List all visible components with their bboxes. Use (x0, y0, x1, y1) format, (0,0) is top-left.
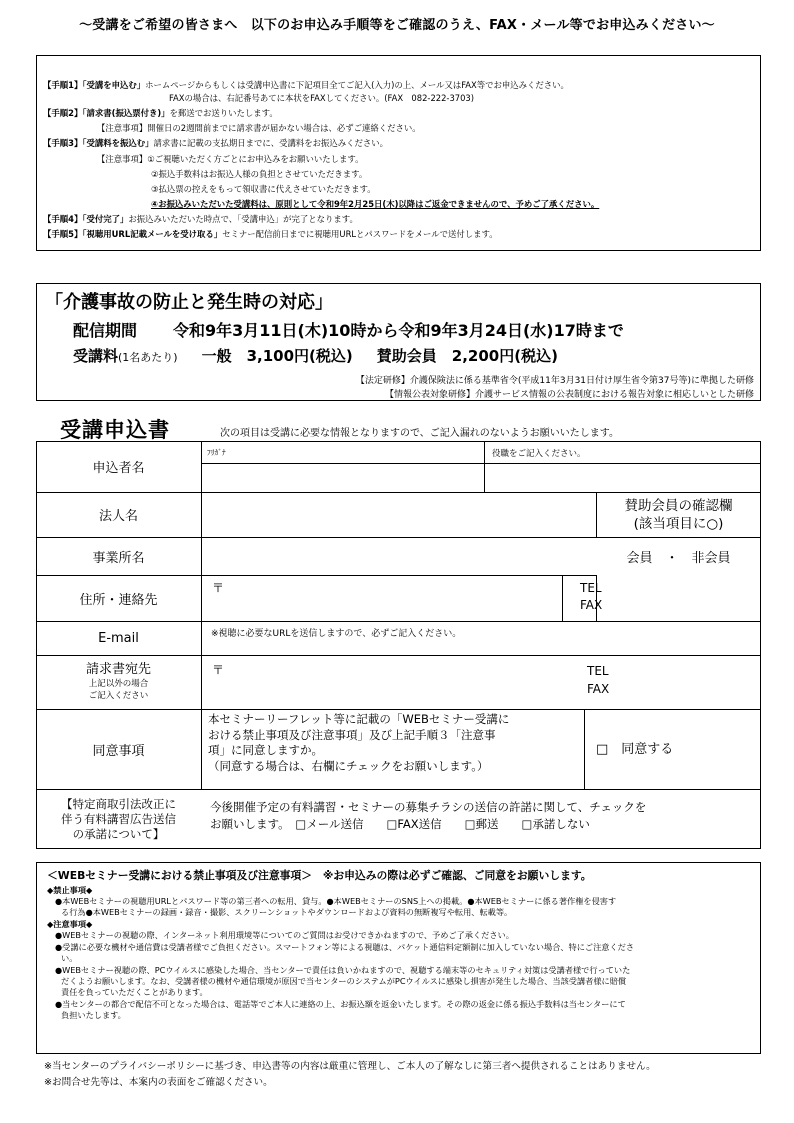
seminar-note-legal: 【法定研修】介護保険法に係る基準省令(平成11年3月31日付け厚生省令第37号等)に準拠した研修 (355, 376, 754, 386)
fee-member: 賛助会員 2,200円(税込) (376, 347, 558, 365)
footer-contact: ※お問合せ先等は、本案内の表面をご確認ください。 (44, 1077, 273, 1088)
invoice-sub1: 上記以外の場合 (88, 679, 149, 689)
invoice-sub2: ご記入ください (88, 691, 149, 701)
invoice-label: 請求書宛先 (85, 662, 151, 677)
member-check-sub: (該当項目に○) (633, 515, 724, 532)
address-tel-label: TEL (580, 581, 602, 595)
consent-text-line3: 項」に同意しますか。 (208, 743, 323, 757)
ad-label-line1: 【特定商取引法改正に (61, 796, 176, 811)
fee-unit: (1名あたり) (118, 351, 178, 364)
ad-consent-checkboxes[interactable]: お願いします。 □メール送信 □FAX送信 □郵送 □承諾しない (210, 817, 590, 831)
applicant-label: 申込者名 (92, 461, 145, 476)
caution-line2b: い。 (61, 953, 78, 963)
caution-line4a: ●当センターの都合で配信不可となった場合は、電話等でご本人に連絡の上、お振込額を返金いたします。その際の返金に係る振込手数料は当センターにて (55, 999, 626, 1009)
procedure-box (36, 55, 761, 251)
ad-consent-label-cell (36, 789, 201, 849)
consent-label: 同意事項 (92, 743, 145, 759)
seminar-period (73, 318, 624, 341)
consent-text-line1: 本セミナーリーフレット等に記載の「WEBセミナー受講に (208, 712, 510, 726)
period-value: 令和9年3月11日(木)10時から令和9年3月24日(水)17時まで (173, 321, 624, 340)
step3-note1: 【注意事項】①ご視聴いただく方ごとにお申込みをお願いいたします。 (97, 154, 364, 164)
invoice-tel-label: TEL (587, 664, 609, 678)
address-label: 住所・連絡先 (79, 592, 158, 608)
email-label: E-mail (98, 630, 139, 646)
invoice-field[interactable] (202, 656, 760, 708)
step3-note3: ③払込票の控えをもって領収書に代えさせていただきます。 (151, 184, 376, 194)
step2-prefix: 【手順2】「請求書(振込票付き)」 (43, 108, 170, 118)
step3-note2: ②振込手数料はお振込人様の負担とさせていただきます。 (151, 169, 368, 179)
caution-line3a: ●WEBセミナー視聴の際、PCウイルスに感染した場合、当センターで責任は負いかねますので、視聴する端末等のセキュリティ対策は受講者様で行っていた (55, 965, 631, 975)
member-options[interactable]: 会員 ・ 非会員 (626, 550, 731, 566)
prohibited-title: ◆禁止事項◆ (47, 885, 93, 895)
invoice-label-cell (36, 655, 201, 709)
step1-line (43, 80, 569, 91)
seminar-title: 「介護事故の防止と発生時の対応」 (45, 292, 333, 313)
office-label: 事業所名 (92, 550, 145, 566)
step2-note: 【注意事項】開催日の2週間前までに請求書が届かない場合は、必ずご連絡ください。 (97, 123, 421, 133)
form-title: 受講申込書 (60, 418, 170, 442)
corp-label: 法人名 (98, 509, 138, 524)
seminar-fee (73, 345, 558, 366)
step3-text: 請求書に記載の支払期日までに、受講料をお振込みください。 (153, 138, 389, 148)
period-label: 配信期間 (73, 321, 138, 340)
step1-prefix: 【手順1】「受講を申込む」 (43, 80, 146, 90)
step2-text: を郵送でお送りいたします。 (169, 108, 278, 118)
step5-prefix: 【手順5】「視聴用URL記載メールを受け取る」 (43, 229, 223, 239)
position-hint: 役職をご記入ください。 (492, 449, 586, 459)
prohibited-line2: る行為●本WEBセミナーの録画・録音・撮影、スクリーンショットやダウンロードおよび資料の無断複写や転用、転載等。 (61, 907, 513, 917)
application-form (36, 441, 761, 849)
invoice-postal-mark: 〒 (212, 663, 225, 677)
consent-text (208, 712, 509, 774)
step4-line (43, 214, 358, 225)
step3-note4: ④お振込みいただいた受講料は、原則として令和9年2月25日(木)以降はご返金できませんので、予めご了承ください。 (151, 199, 600, 209)
ad-label-line2: 伴う有料講習広告送信 (61, 811, 176, 826)
ad-label-line3: の承諾について】 (72, 826, 165, 841)
email-hint: ※視聴に必要なURLを送信しますので、必ずご記入ください。 (211, 629, 462, 639)
invoice-fax-label: FAX (587, 682, 610, 696)
address-field[interactable] (202, 576, 562, 620)
fee-general: 一般 3,100円(税込) (201, 347, 353, 365)
step3-line (43, 138, 388, 149)
caution-line4b: 負担いたします。 (61, 1010, 126, 1020)
step3-prefix: 【手順3】「受講料を振込む」 (43, 138, 154, 148)
caution-line3c: 責任を負っていただくことがあります。 (61, 987, 208, 997)
email-field[interactable] (202, 622, 760, 654)
form-instruction: 次の項目は受講に必要な情報となりますので、ご記入漏れのないようお願いいたします。 (220, 428, 619, 439)
consent-checkbox[interactable]: □ 同意する (596, 742, 674, 757)
office-name-field[interactable] (202, 538, 596, 574)
ad-consent-text: 今後開催予定の有料講習・セミナーの募集チラシの送信の許諾に関して、チェックを (210, 800, 647, 814)
step4-prefix: 【手順4】「受付完了」 (43, 214, 129, 224)
applicant-name-field[interactable] (202, 464, 484, 491)
position-field[interactable] (485, 464, 760, 491)
caution-title: ◆注意事項◆ (47, 919, 93, 929)
seminar-note-public: 【情報公表対象研修】介護サービス情報の公表制度における報告対象に相応しいとした研修 (384, 390, 754, 400)
caution-line1: ●WEBセミナーの視聴の際、インターネット利用環境等についてのご質問はお受けできかねますので、予めご了承ください。 (55, 930, 514, 940)
step5-text: セミナー配信前日までに視聴用URLとパスワードをメールで送付します。 (222, 229, 498, 239)
member-check-header (596, 492, 761, 537)
furigana-label: ﾌﾘｶﾞﾅ (207, 448, 226, 457)
page-header: ～受講をご希望の皆さまへ 以下のお申込み手順等をご確認のうえ、FAX・メール等でお申込みください～ (79, 18, 715, 33)
prohibited-line1: ●本WEBセミナーの視聴用URLとパスワード等の第三者への転用、貸与。●本WEBセミナーのSNS上への掲載。●本WEBセミナーに係る著作権を侵害す (55, 896, 617, 906)
consent-text-line4: （同意する場合は、右欄にチェックをお願いします。） (208, 758, 489, 773)
postal-mark: 〒 (212, 581, 225, 595)
step2-line (43, 108, 278, 119)
step5-line (43, 229, 498, 240)
fee-label: 受講料 (73, 347, 119, 365)
consent-text-line2: おける禁止事項及び注意事項」及び上記手順３「注意事 (208, 727, 496, 742)
notice-box (36, 862, 761, 1054)
step4-text: お振込みいただいた時点で、「受講申込」が完了となります。 (128, 214, 358, 224)
corp-name-field[interactable] (202, 493, 596, 536)
notice-heading: ＜WEBセミナー受講における禁止事項及び注意事項＞ ※お申込みの際は必ずご確認、ご同意をお願いします。 (47, 869, 592, 882)
caution-line3b: だくようお願いします。なお、受講者様の機材や通信環境が原因で当センターのシステムがPCウイルスに感染し損害が発生した場合、当該受講者様に賠償 (61, 976, 627, 986)
member-check-title: 賛助会員の確認欄 (624, 497, 733, 514)
seminar-info-box (36, 283, 761, 401)
step1-fax: FAXの場合は、右記番号あてに本状をFAXしてください。(FAX 082-222-3703) (169, 93, 475, 103)
caution-line2a: ●受講に必要な機材や通信費は受講者様でご負担ください。スマートフォン等による視聴は、パケット通信料定額制に加入していない場合、特にご注意くださ (55, 942, 635, 952)
footer-privacy: ※当センターのプライバシーポリシーに基づき、申込書等の内容は厳重に管理し、ご本人の了解なしに第三者へ提供されることはありません。 (44, 1061, 656, 1072)
address-fax-label: FAX (580, 598, 603, 612)
ad-consent-options (210, 799, 646, 833)
step1-text: ホームページからもしくは受講申込書に下記項目全てご記入(入力)の上、メール又はFAX等でお申込みください。 (145, 80, 569, 90)
